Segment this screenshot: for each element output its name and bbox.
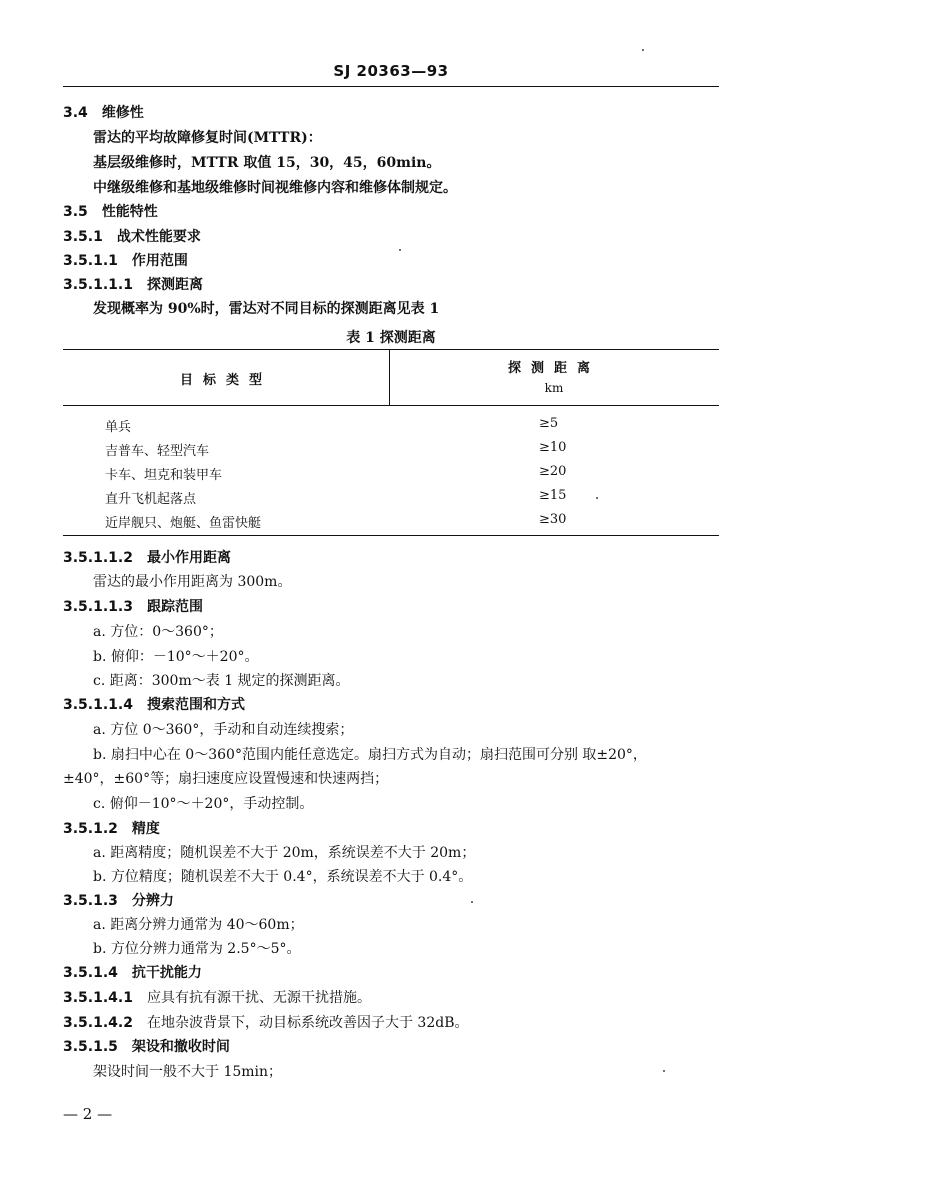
clause-title: 搜索范围和方式 bbox=[146, 697, 245, 713]
header-rule bbox=[63, 86, 719, 87]
table-cell-range: ≥5 bbox=[539, 416, 559, 431]
page-number: — 2 — bbox=[63, 1105, 113, 1123]
table-cell-target: 卡车、坦克和装甲车 bbox=[105, 468, 223, 483]
section-3-5-1-1-1 bbox=[63, 276, 203, 294]
table-caption: 表 1 探测距离 bbox=[346, 330, 436, 346]
col-header-range: 探测距离 bbox=[507, 361, 600, 376]
table-bottom-rule bbox=[63, 535, 719, 536]
clause-number: 3.5.1.1 bbox=[63, 253, 118, 269]
section-3-5-1-4-2 bbox=[63, 1014, 469, 1032]
table-cell-target: 吉普车、轻型汽车 bbox=[105, 444, 210, 459]
clause-title: 性能特性 bbox=[101, 204, 158, 220]
col-header-unit: km bbox=[544, 381, 564, 395]
clause-number: 3.5.1.1.4 bbox=[63, 697, 133, 713]
clause-title: 作用范围 bbox=[131, 253, 188, 269]
list-item: b. 方位分辨力通常为 2.5°～5°。 bbox=[93, 941, 301, 957]
list-item: b. 方位精度；随机误差不大于 0.4°，系统误差不大于 0.4°。 bbox=[93, 869, 473, 885]
list-item: c. 距离：300m～表 1 规定的探测距离。 bbox=[93, 673, 350, 689]
section-3-5-1-3 bbox=[63, 892, 174, 910]
paragraph: 雷达的最小作用距离为 300m。 bbox=[93, 574, 292, 590]
scan-speck bbox=[471, 901, 473, 903]
paragraph: 架设时间一般不大于 15min； bbox=[93, 1064, 283, 1080]
table-header-rule bbox=[63, 405, 719, 406]
section-3-5-1-2 bbox=[63, 820, 160, 838]
clause-text: 在地杂波背景下，动目标系统改善因子大于 32dB。 bbox=[146, 1015, 469, 1031]
clause-number: 3.5.1 bbox=[63, 229, 103, 245]
list-item: a. 方位 0～360°，手动和自动连续搜索； bbox=[93, 722, 354, 738]
scan-speck bbox=[663, 1070, 665, 1072]
paragraph: 中继级维修和基地级维修时间视维修内容和维修体制规定。 bbox=[93, 180, 457, 196]
clause-number: 3.5.1.4 bbox=[63, 965, 118, 981]
section-3-5-1-1 bbox=[63, 252, 188, 270]
list-item: b. 扇扫中心在 0～360°范围内能任意选定。扇扫方式为自动；扇扫范围可分别 取±20°， bbox=[93, 747, 647, 763]
clause-number: 3.5.1.1.2 bbox=[63, 550, 133, 566]
clause-title: 分辨力 bbox=[131, 893, 174, 909]
col-header-target: 目标类型 bbox=[179, 373, 272, 388]
clause-title: 跟踪范围 bbox=[146, 599, 203, 615]
table-cell-target: 直升飞机起落点 bbox=[105, 492, 197, 507]
clause-number: 3.5.1.1.3 bbox=[63, 599, 133, 615]
clause-title: 抗干扰能力 bbox=[131, 965, 202, 981]
clause-number: 3.5.1.4.1 bbox=[63, 990, 133, 1006]
section-3-5-1 bbox=[63, 228, 201, 246]
clause-number: 3.5.1.4.2 bbox=[63, 1015, 133, 1031]
clause-title: 探测距离 bbox=[146, 277, 203, 293]
document-header: SJ 20363—93 bbox=[333, 62, 449, 80]
clause-number: 3.5 bbox=[63, 204, 88, 220]
paragraph: 基层级维修时，MTTR 取值 15，30，45，60min。 bbox=[93, 155, 441, 171]
list-item: c. 俯仰－10°～＋20°，手动控制。 bbox=[93, 796, 314, 812]
scan-speck bbox=[596, 497, 598, 499]
clause-number: 3.4 bbox=[63, 105, 88, 121]
clause-title: 最小作用距离 bbox=[146, 550, 231, 566]
section-3-5-1-4-1 bbox=[63, 989, 371, 1007]
paragraph: 雷达的平均故障修复时间(MTTR)： bbox=[93, 130, 322, 146]
section-3-5-1-4 bbox=[63, 964, 202, 982]
clause-text: 应具有抗有源干扰、无源干扰措施。 bbox=[146, 990, 371, 1006]
scan-speck bbox=[642, 49, 644, 51]
list-item: b. 俯仰：－10°～＋20°。 bbox=[93, 649, 259, 665]
clause-title: 精度 bbox=[131, 821, 160, 837]
clause-title: 维修性 bbox=[101, 105, 144, 121]
table-cell-range: ≥10 bbox=[539, 440, 567, 455]
list-item-continuation: ±40°，±60°等；扇扫速度应设置慢速和快速两挡； bbox=[63, 771, 389, 787]
list-item: a. 距离分辨力通常为 40～60m； bbox=[93, 917, 304, 933]
section-3-5-1-1-2 bbox=[63, 549, 231, 567]
table-cell-target: 单兵 bbox=[105, 420, 132, 435]
detection-range-table bbox=[63, 349, 719, 536]
section-3-5-1-1-4 bbox=[63, 696, 245, 714]
clause-title: 战术性能要求 bbox=[116, 229, 201, 245]
table-cell-range: ≥15 bbox=[539, 488, 567, 503]
section-3-5-1-1-3 bbox=[63, 598, 203, 616]
clause-number: 3.5.1.5 bbox=[63, 1039, 118, 1055]
table-cell-range: ≥20 bbox=[539, 464, 567, 479]
list-item: a. 方位：0～360°； bbox=[93, 624, 223, 640]
clause-title: 架设和撤收时间 bbox=[131, 1039, 230, 1055]
list-item: a. 距离精度；随机误差不大于 20m，系统误差不大于 20m； bbox=[93, 845, 476, 861]
paragraph: 发现概率为 90%时，雷达对不同目标的探测距离见表 1 bbox=[93, 301, 440, 317]
section-3-4 bbox=[63, 104, 144, 122]
scan-speck bbox=[399, 249, 401, 251]
table-cell-target: 近岸舰只、炮艇、鱼雷快艇 bbox=[105, 516, 262, 531]
section-3-5-1-5 bbox=[63, 1038, 230, 1056]
clause-number: 3.5.1.2 bbox=[63, 821, 118, 837]
table-top-rule bbox=[63, 349, 719, 350]
clause-number: 3.5.1.3 bbox=[63, 893, 118, 909]
section-3-5 bbox=[63, 203, 158, 221]
table-cell-range: ≥30 bbox=[539, 512, 567, 527]
clause-number: 3.5.1.1.1 bbox=[63, 277, 133, 293]
